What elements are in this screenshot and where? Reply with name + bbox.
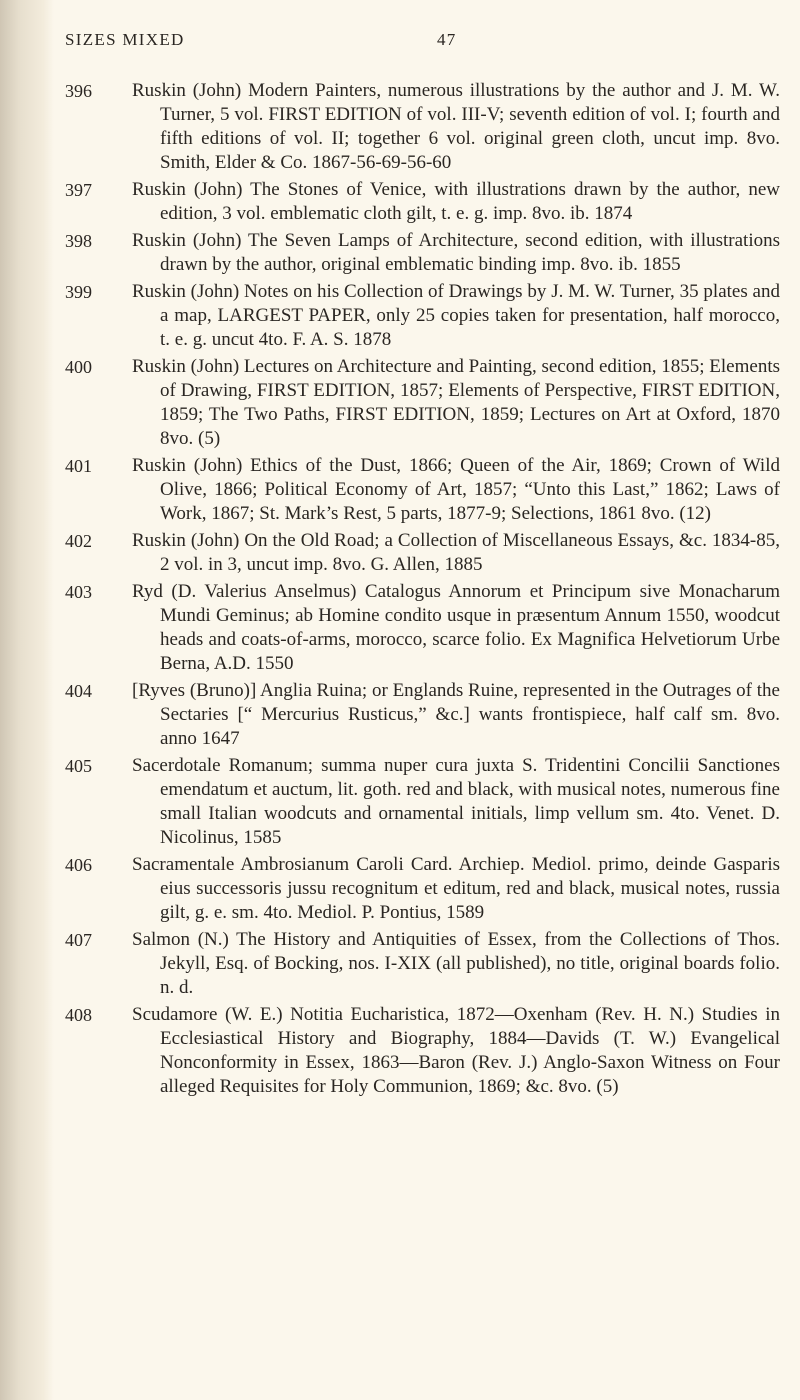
lot-number: 398 — [65, 231, 92, 251]
lot-number: 396 — [65, 81, 92, 101]
lot-number: 405 — [65, 756, 92, 776]
lot-description: Sacerdotale Romanum; summa nuper cura juxta S. Tridentini Concilii Sanctiones emendatum et auctum, lit. goth. red and black, with musical notes, numerous fine small Italian woodcuts and ornamental initials, limp vellum sm. 4to. Venet. D. Nicolinus, 1585 — [132, 755, 780, 848]
lot-description: Ruskin (John) Ethics of the Dust, 1866; Queen of the Air, 1869; Crown of Wild Olive, 1866; Political Economy of Art, 1857; “Unto this Last,” 1862; Laws of Work, 1867; St. Mark’s Rest, 5 parts, 1877-9; Selections, 1861 8vo. (12) — [132, 455, 780, 524]
lot-number: 397 — [65, 180, 92, 200]
lot-description: Sacramentale Ambrosianum Caroli Card. Archiep. Mediol. primo, deinde Gasparis eius successoris jussu recognitum et editum, red and black, musical notes, russia gilt, g. e. sm. 4to. Mediol. P. Pontius, 1589 — [132, 854, 780, 923]
lot-description: Ruskin (John) On the Old Road; a Collection of Miscellaneous Essays, &c. 1834-85, 2 vol. in 3, uncut imp. 8vo. G. Allen, 1885 — [132, 530, 780, 575]
lot-number: 401 — [65, 456, 92, 476]
catalogue-entry-403 — [0, 580, 800, 676]
catalogue-entry-402 — [0, 529, 800, 577]
lot-number: 407 — [65, 930, 92, 950]
catalogue-entry-404 — [0, 679, 800, 751]
lot-description: Ruskin (John) Modern Painters, numerous illustrations by the author and J. M. W. Turner, 5 vol. FIRST EDITION of vol. III-V; seventh edition of vol. I; fourth and fifth editions of vol. II; together 6 vol. original green cloth, uncut imp. 8vo. Smith, Elder & Co. 1867-56-69-56-60 — [132, 80, 780, 173]
lot-number: 400 — [65, 357, 92, 377]
catalogue-entry-397 — [0, 178, 800, 226]
catalogue-entries — [0, 79, 800, 1102]
catalogue-entry-408 — [0, 1003, 800, 1099]
lot-number: 406 — [65, 855, 92, 875]
catalogue-entry-407 — [0, 928, 800, 1000]
lot-description: Ryd (D. Valerius Anselmus) Catalogus Annorum et Principum sive Monacharum Mundi Geminus; ab Homine condito usque in præsentum Annum 1550, woodcut heads and coats-of-arms, morocco, scarce folio. Ex Magnifica Helvetiorum Urbe Berna, A.D. 1550 — [132, 581, 780, 674]
catalogue-entry-401 — [0, 454, 800, 526]
catalogue-entry-400 — [0, 355, 800, 451]
lot-number: 399 — [65, 282, 92, 302]
lot-description: Ruskin (John) Notes on his Collection of Drawings by J. M. W. Turner, 35 plates and a map, LARGEST PAPER, only 25 copies taken for presentation, half morocco, t. e. g. uncut 4to. F. A. S. 1878 — [132, 281, 780, 350]
catalogue-entry-405 — [0, 754, 800, 850]
running-title: SIZES MIXED — [65, 30, 185, 49]
lot-number: 402 — [65, 531, 92, 551]
lot-number: 408 — [65, 1005, 92, 1025]
lot-description: Ruskin (John) The Seven Lamps of Architecture, second edition, with illustrations drawn by the author, original emblematic binding imp. 8vo. ib. 1855 — [132, 230, 780, 275]
page-number: 47 — [437, 30, 457, 49]
catalogue-entry-399 — [0, 280, 800, 352]
lot-number: 403 — [65, 582, 92, 602]
catalogue-entry-398 — [0, 229, 800, 277]
lot-description: Ruskin (John) The Stones of Venice, with illustrations drawn by the author, new edition, 3 vol. emblematic cloth gilt, t. e. g. imp. 8vo. ib. 1874 — [132, 179, 780, 224]
lot-description: Scudamore (W. E.) Notitia Eucharistica, 1872—Oxenham (Rev. H. N.) Studies in Ecclesiastical History and Biography, 1884—Davids (T. W.) Evangelical Nonconformity in Essex, 1863—Baron (Rev. J.) Anglo-Saxon Witness on Four alleged Requisites for Holy Communion, 1869; &c. 8vo. (5) — [132, 1004, 780, 1097]
lot-description: [Ryves (Bruno)] Anglia Ruina; or Englands Ruine, represented in the Outrages of the Sectaries [“ Mercurius Rusticus,” &c.] wants frontispiece, half calf sm. 8vo. anno 1647 — [132, 680, 780, 749]
lot-description: Ruskin (John) Lectures on Architecture and Painting, second edition, 1855; Elements of Drawing, FIRST EDITION, 1857; Elements of Perspective, FIRST EDITION, 1859; The Two Paths, FIRST EDITION, 1859; Lectures on Art at Oxford, 1870 8vo. (5) — [132, 356, 780, 449]
lot-number: 404 — [65, 681, 92, 701]
running-header — [65, 30, 780, 54]
lot-description: Salmon (N.) The History and Antiquities of Essex, from the Collections of Thos. Jekyll, Esq. of Bocking, nos. I-XIX (all published), no title, original boards folio. n. d. — [132, 929, 780, 998]
catalogue-entry-396 — [0, 79, 800, 175]
catalogue-entry-406 — [0, 853, 800, 925]
